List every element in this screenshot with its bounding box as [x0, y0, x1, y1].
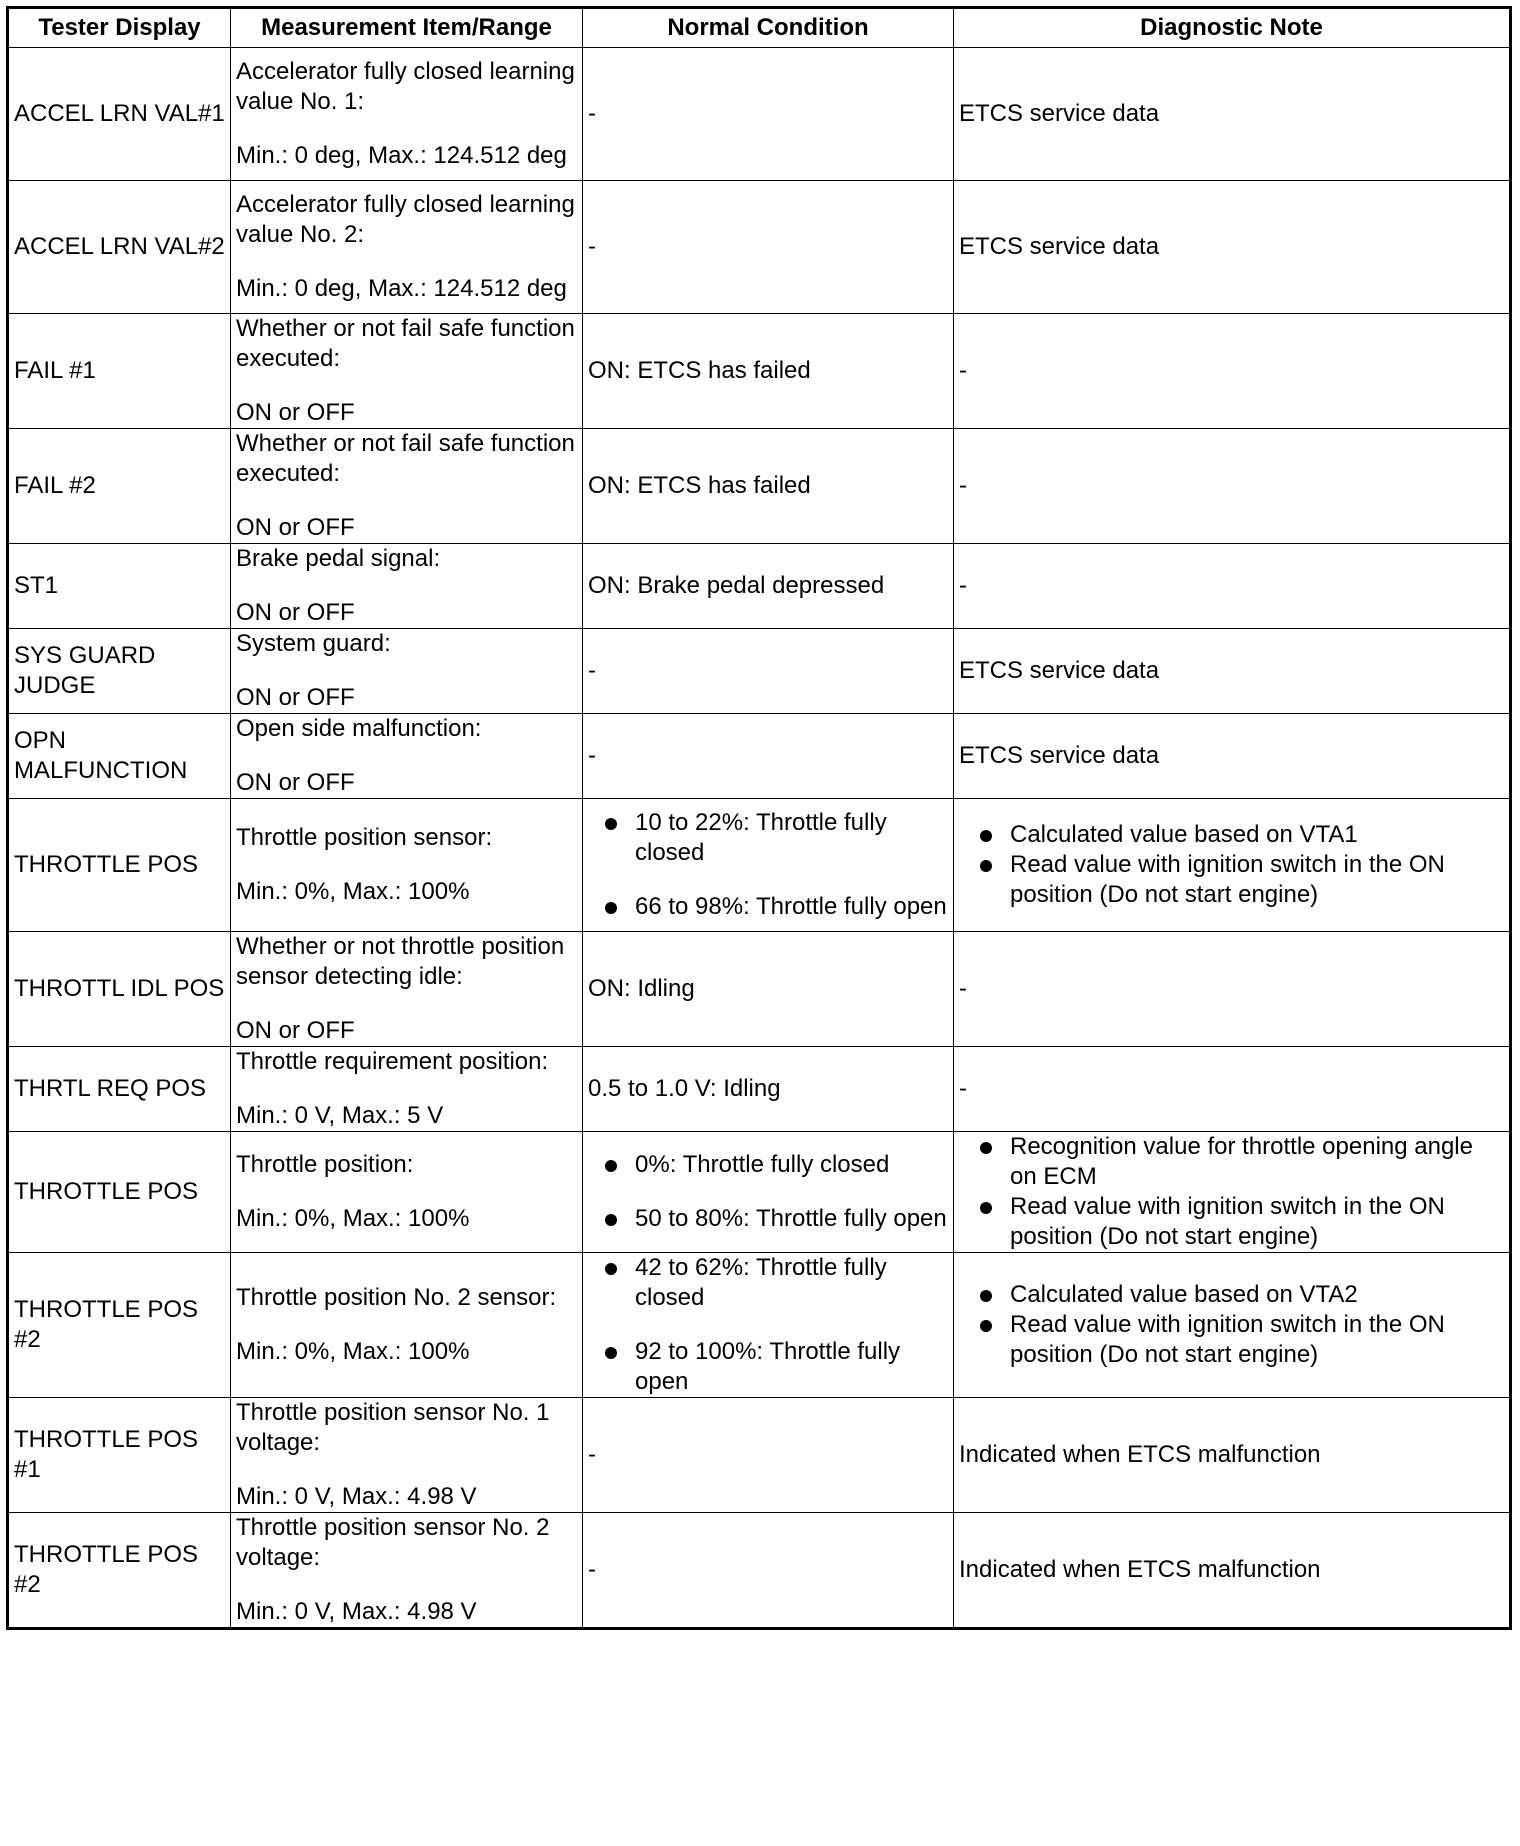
- table-row: [8, 1047, 1511, 1132]
- cell-measurement-item: [231, 1047, 583, 1132]
- diagnostic-data-table: [6, 6, 1512, 1630]
- diagnostic-note-item: Read value with ignition switch in the ON position (Do not start engine): [959, 850, 1504, 910]
- diagnostic-note-item: Read value with ignition switch in the ON position (Do not start engine): [959, 1310, 1504, 1370]
- measurement-item-text: Throttle requirement position:: [236, 1048, 549, 1075]
- measurement-item-text: Accelerator fully closed learning value No. 1:: [236, 58, 575, 115]
- diagnostic-note-item: Read value with ignition switch in the ON position (Do not start engine): [959, 1192, 1504, 1252]
- cell-tester-display: THROTTL IDL POS: [8, 932, 231, 1047]
- cell-diagnostic-note: ETCS service data: [954, 714, 1511, 799]
- cell-normal-condition: -: [583, 1513, 954, 1629]
- cell-normal-condition: [583, 1253, 954, 1398]
- table-row: [8, 1513, 1511, 1629]
- cell-measurement-item: [231, 1513, 583, 1629]
- cell-diagnostic-note: -: [954, 429, 1511, 544]
- measurement-item-text: Throttle position:: [236, 1151, 414, 1178]
- normal-condition-item: 92 to 100%: Throttle fully open: [588, 1337, 948, 1397]
- measurement-range-text: ON or OFF: [236, 769, 355, 796]
- header-tester-display: Tester Display: [8, 8, 231, 48]
- cell-diagnostic-note: [954, 1132, 1511, 1253]
- measurement-range-text: Min.: 0 deg, Max.: 124.512 deg: [236, 142, 567, 169]
- diagnostic-note-list: [959, 1132, 1504, 1252]
- measurement-range-text: Min.: 0%, Max.: 100%: [236, 1205, 470, 1232]
- header-diagnostic-note: Diagnostic Note: [954, 8, 1511, 48]
- cell-measurement-item: [231, 544, 583, 629]
- cell-measurement-item: [231, 48, 583, 181]
- cell-tester-display: THROTTLE POS #1: [8, 1398, 231, 1513]
- cell-measurement-item: [231, 799, 583, 932]
- cell-normal-condition: ON: ETCS has failed: [583, 314, 954, 429]
- table-row: [8, 714, 1511, 799]
- header-measurement-item: Measurement Item/Range: [231, 8, 583, 48]
- cell-normal-condition: -: [583, 181, 954, 314]
- cell-diagnostic-note: ETCS service data: [954, 48, 1511, 181]
- cell-normal-condition: ON: Brake pedal depressed: [583, 544, 954, 629]
- normal-condition-list: [588, 1253, 948, 1397]
- measurement-range-text: ON or OFF: [236, 599, 355, 626]
- measurement-item-text: Open side malfunction:: [236, 715, 482, 742]
- measurement-range-text: Min.: 0 deg, Max.: 124.512 deg: [236, 275, 567, 302]
- measurement-item-text: Throttle position sensor No. 1 voltage:: [236, 1399, 550, 1456]
- measurement-range-text: Min.: 0%, Max.: 100%: [236, 878, 470, 905]
- table-row: [8, 629, 1511, 714]
- measurement-item-text: System guard:: [236, 630, 391, 657]
- normal-condition-item: 66 to 98%: Throttle fully open: [588, 892, 948, 922]
- diagnostic-note-item: Calculated value based on VTA2: [959, 1280, 1504, 1310]
- table-row: [8, 544, 1511, 629]
- measurement-item-text: Throttle position sensor No. 2 voltage:: [236, 1514, 550, 1571]
- table-row: [8, 932, 1511, 1047]
- measurement-range-text: Min.: 0 V, Max.: 4.98 V: [236, 1483, 477, 1510]
- measurement-range-text: ON or OFF: [236, 514, 355, 541]
- cell-tester-display: FAIL #2: [8, 429, 231, 544]
- normal-condition-item: 42 to 62%: Throttle fully closed: [588, 1253, 948, 1313]
- cell-normal-condition: ON: ETCS has failed: [583, 429, 954, 544]
- normal-condition-list: [588, 808, 948, 922]
- diagnostic-note-list: [959, 820, 1504, 910]
- cell-tester-display: ST1: [8, 544, 231, 629]
- measurement-item-text: Brake pedal signal:: [236, 545, 441, 572]
- cell-measurement-item: [231, 932, 583, 1047]
- measurement-range-text: Min.: 0%, Max.: 100%: [236, 1338, 470, 1365]
- table-row: [8, 48, 1511, 181]
- table-body: [8, 48, 1511, 1629]
- measurement-item-text: Whether or not fail safe function executed:: [236, 430, 575, 487]
- table-row: [8, 181, 1511, 314]
- cell-diagnostic-note: Indicated when ETCS malfunction: [954, 1398, 1511, 1513]
- normal-condition-item: 0%: Throttle fully closed: [588, 1150, 948, 1180]
- table-row: [8, 799, 1511, 932]
- diagnostic-note-item: Recognition value for throttle opening angle on ECM: [959, 1132, 1504, 1192]
- cell-measurement-item: [231, 314, 583, 429]
- cell-measurement-item: [231, 181, 583, 314]
- cell-normal-condition: ON: Idling: [583, 932, 954, 1047]
- cell-normal-condition: -: [583, 629, 954, 714]
- normal-condition-list: [588, 1150, 948, 1234]
- cell-diagnostic-note: ETCS service data: [954, 181, 1511, 314]
- cell-normal-condition: -: [583, 1398, 954, 1513]
- cell-normal-condition: 0.5 to 1.0 V: Idling: [583, 1047, 954, 1132]
- table-row: [8, 1132, 1511, 1253]
- cell-tester-display: THROTTLE POS: [8, 1132, 231, 1253]
- cell-diagnostic-note: [954, 799, 1511, 932]
- measurement-range-text: ON or OFF: [236, 1017, 355, 1044]
- table-row: [8, 1398, 1511, 1513]
- cell-measurement-item: [231, 714, 583, 799]
- cell-normal-condition: [583, 799, 954, 932]
- measurement-item-text: Accelerator fully closed learning value No. 2:: [236, 191, 575, 248]
- measurement-item-text: Throttle position No. 2 sensor:: [236, 1284, 557, 1311]
- measurement-range-text: ON or OFF: [236, 399, 355, 426]
- header-row: [8, 8, 1511, 48]
- cell-measurement-item: [231, 429, 583, 544]
- cell-diagnostic-note: -: [954, 932, 1511, 1047]
- cell-normal-condition: -: [583, 48, 954, 181]
- header-normal-condition: Normal Condition: [583, 8, 954, 48]
- cell-normal-condition: [583, 1132, 954, 1253]
- table-row: [8, 1253, 1511, 1398]
- cell-normal-condition: -: [583, 714, 954, 799]
- measurement-item-text: Whether or not fail safe function executed:: [236, 315, 575, 372]
- cell-tester-display: SYS GUARD JUDGE: [8, 629, 231, 714]
- cell-diagnostic-note: -: [954, 544, 1511, 629]
- cell-tester-display: THROTTLE POS: [8, 799, 231, 932]
- diagnostic-note-list: [959, 1280, 1504, 1370]
- cell-measurement-item: [231, 629, 583, 714]
- table-header: [8, 8, 1511, 48]
- cell-measurement-item: [231, 1132, 583, 1253]
- normal-condition-item: 50 to 80%: Throttle fully open: [588, 1204, 948, 1234]
- measurement-item-text: Throttle position sensor:: [236, 824, 493, 851]
- measurement-range-text: ON or OFF: [236, 684, 355, 711]
- cell-measurement-item: [231, 1253, 583, 1398]
- cell-tester-display: THROTTLE POS #2: [8, 1253, 231, 1398]
- table-row: [8, 429, 1511, 544]
- measurement-range-text: Min.: 0 V, Max.: 4.98 V: [236, 1598, 477, 1625]
- cell-diagnostic-note: -: [954, 1047, 1511, 1132]
- table-row: [8, 314, 1511, 429]
- data-list-sheet: [6, 6, 1512, 1630]
- cell-tester-display: OPN MALFUNCTION: [8, 714, 231, 799]
- cell-diagnostic-note: Indicated when ETCS malfunction: [954, 1513, 1511, 1629]
- cell-tester-display: ACCEL LRN VAL#2: [8, 181, 231, 314]
- cell-diagnostic-note: [954, 1253, 1511, 1398]
- cell-tester-display: THROTTLE POS #2: [8, 1513, 231, 1629]
- diagnostic-note-item: Calculated value based on VTA1: [959, 820, 1504, 850]
- measurement-range-text: Min.: 0 V, Max.: 5 V: [236, 1102, 444, 1129]
- measurement-item-text: Whether or not throttle position sensor detecting idle:: [236, 933, 565, 990]
- cell-tester-display: THRTL REQ POS: [8, 1047, 231, 1132]
- cell-tester-display: FAIL #1: [8, 314, 231, 429]
- normal-condition-item: 10 to 22%: Throttle fully closed: [588, 808, 948, 868]
- cell-diagnostic-note: -: [954, 314, 1511, 429]
- cell-measurement-item: [231, 1398, 583, 1513]
- cell-tester-display: ACCEL LRN VAL#1: [8, 48, 231, 181]
- cell-diagnostic-note: ETCS service data: [954, 629, 1511, 714]
